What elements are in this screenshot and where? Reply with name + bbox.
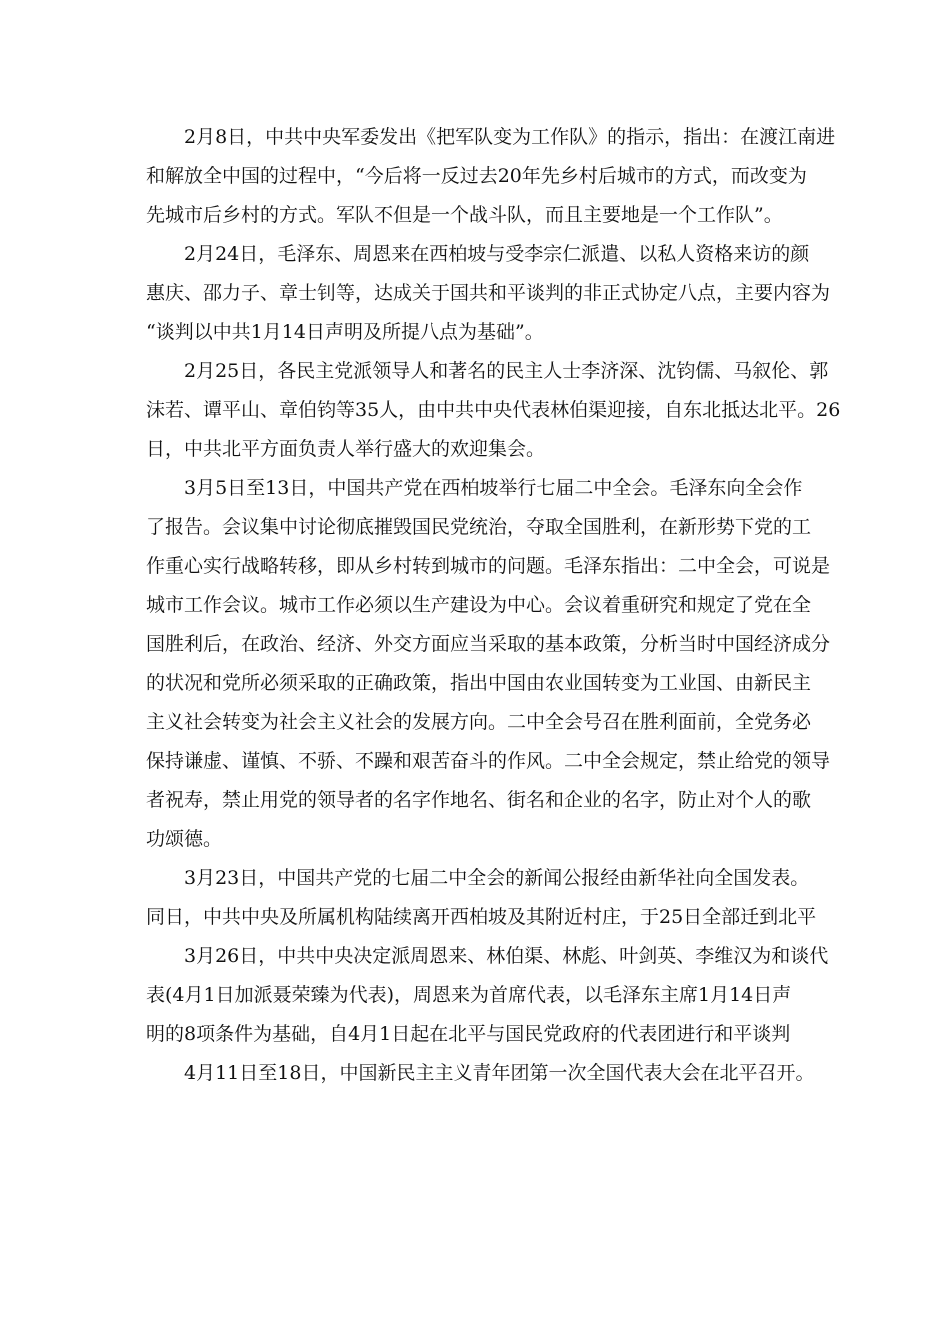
text-line: 者祝寿，禁止用党的领导者的名字作地名、街名和企业的名字，防止对个人的歌 [146, 789, 812, 811]
paragraph-feb-8 [146, 118, 836, 235]
text-line: 作重心实行战略转移，即从乡村转到城市的问题。毛泽东指出：二中全会，可说是 [146, 555, 831, 577]
text-line: 表(4月1日加派聂荣臻为代表)，周恩来为首席代表，以毛泽东主席1月14日声 [146, 984, 792, 1006]
text-line: 明的8项条件为基础，自4月1日起在北平与国民党政府的代表团进行和平谈判 [146, 1023, 791, 1045]
text-line: “谈判以中共1月14日声明及所提八点为基础”。 [146, 321, 544, 343]
text-line: 先城市后乡村的方式。军队不但是一个战斗队，而且主要地是一个工作队”。 [146, 204, 783, 226]
text-line: 国胜利后，在政治、经济、外交方面应当采取的基本政策，分析当时中国经济成分 [146, 633, 831, 655]
paragraph-apr-11 [146, 1054, 816, 1093]
paragraph-mar-26 [146, 937, 829, 1054]
text-line: 2月8日，中共中央军委发出《把军队变为工作队》的指示，指出：在渡江南进 [184, 126, 836, 148]
text-line: 了报告。会议集中讨论彻底摧毁国民党统治，夺取全国胜利，在新形势下党的工 [146, 516, 812, 538]
text-line: 保持谦虚、谨慎、不骄、不躁和艰苦奋斗的作风。二中全会规定，禁止给党的领导 [146, 750, 831, 772]
text-line: 同日，中共中央及所属机构陆续离开西柏坡及其附近村庄，于25日全部迁到北平 [146, 906, 817, 928]
text-line: 日，中共北平方面负责人举行盛大的欢迎集会。 [146, 438, 546, 460]
text-line: 沫若、谭平山、章伯钧等35人，由中共中央代表林伯渠迎接，自东北抵达北平。26 [146, 399, 841, 421]
text-line: 4月11日至18日，中国新民主主义青年团第一次全国代表大会在北平召开。 [184, 1062, 815, 1084]
text-line: 3月26日，中共中央决定派周恩来、林伯渠、林彪、叶剑英、李维汉为和谈代 [184, 945, 829, 967]
text-line: 2月24日，毛泽东、周恩来在西柏坡与受李宗仁派遣、以私人资格来访的颜 [184, 243, 810, 265]
paragraph-mar-23 [146, 859, 816, 937]
paragraph-mar-5 [146, 469, 831, 859]
paragraph-feb-25 [146, 352, 841, 469]
text-line: 功颂德。 [146, 828, 223, 850]
text-line: 主义社会转变为社会主义社会的发展方向。二中全会号召在胜利面前，全党务必 [146, 711, 812, 733]
text-line: 3月23日，中国共产党的七届二中全会的新闻公报经由新华社向全国发表。 [184, 867, 810, 889]
document-body [146, 118, 841, 1093]
text-line: 城市工作会议。城市工作必须以生产建设为中心。会议着重研究和规定了党在全 [146, 594, 812, 616]
text-line: 2月25日，各民主党派领导人和著名的民主人士李济深、沈钧儒、马叙伦、郭 [184, 360, 829, 382]
paragraph-feb-24 [146, 235, 831, 352]
text-line: 惠庆、邵力子、章士钊等，达成关于国共和平谈判的非正式协定八点，主要内容为 [146, 282, 831, 304]
text-line: 和解放全中国的过程中，“今后将一反过去20年先乡村后城市的方式，而改变为 [146, 165, 807, 187]
text-line: 的状况和党所必须采取的正确政策，指出中国由农业国转变为工业国、由新民主 [146, 672, 812, 694]
text-line: 3月5日至13日，中国共产党在西柏坡举行七届二中全会。毛泽东向全会作 [184, 477, 803, 499]
